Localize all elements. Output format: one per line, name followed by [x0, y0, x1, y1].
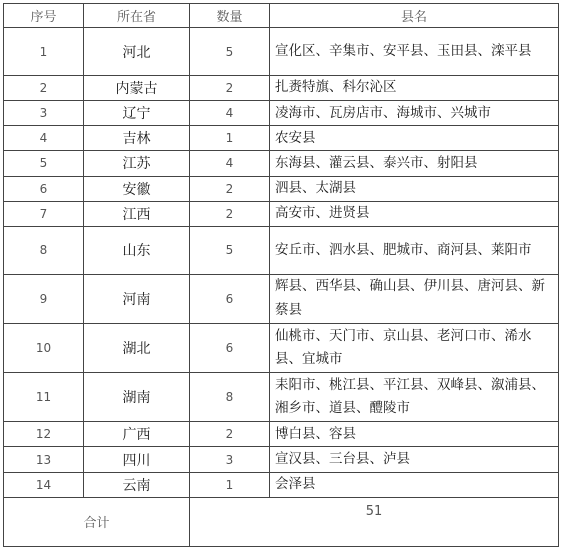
- row-no: 3: [4, 101, 84, 126]
- table-row: [4, 176, 559, 201]
- row-count: 6: [190, 274, 270, 323]
- row-no: 1: [4, 28, 84, 76]
- row-count: 1: [190, 472, 270, 497]
- row-province: 安徽: [84, 176, 190, 201]
- row-province: 江苏: [84, 151, 190, 176]
- county-list-table: [3, 3, 559, 547]
- row-count: 8: [190, 373, 270, 422]
- table-row: [4, 472, 559, 497]
- table-row: [4, 226, 559, 274]
- total-label: 合计: [4, 497, 190, 546]
- row-no: 11: [4, 373, 84, 422]
- row-no: 6: [4, 176, 84, 201]
- row-no: 9: [4, 274, 84, 323]
- row-counties: 博白县、容县: [270, 422, 559, 447]
- row-count: 6: [190, 324, 270, 373]
- row-count: 3: [190, 447, 270, 472]
- row-province: 湖南: [84, 373, 190, 422]
- row-province: 河南: [84, 274, 190, 323]
- row-province: 江西: [84, 201, 190, 226]
- row-no: 14: [4, 472, 84, 497]
- total-row: [4, 497, 559, 546]
- row-count: 1: [190, 126, 270, 151]
- row-counties: 宣化区、辛集市、安平县、玉田县、滦平县: [270, 28, 559, 76]
- row-count: 5: [190, 28, 270, 76]
- row-no: 5: [4, 151, 84, 176]
- table-row: [4, 447, 559, 472]
- row-counties: 扎赉特旗、科尔沁区: [270, 76, 559, 101]
- header-row: [4, 4, 559, 28]
- row-no: 12: [4, 422, 84, 447]
- row-province: 云南: [84, 472, 190, 497]
- row-count: 2: [190, 76, 270, 101]
- row-province: 广西: [84, 422, 190, 447]
- row-counties: 东海县、灌云县、泰兴市、射阳县: [270, 151, 559, 176]
- total-value: 51: [190, 497, 559, 546]
- row-province: 山东: [84, 226, 190, 274]
- row-no: 4: [4, 126, 84, 151]
- table-row: [4, 201, 559, 226]
- row-province: 内蒙古: [84, 76, 190, 101]
- header-count: 数量: [190, 4, 270, 28]
- row-count: 4: [190, 151, 270, 176]
- table-row: [4, 373, 559, 422]
- table-row: [4, 126, 559, 151]
- row-no: 10: [4, 324, 84, 373]
- row-counties: 凌海市、瓦房店市、海城市、兴城市: [270, 101, 559, 126]
- row-counties: 耒阳市、桃江县、平江县、双峰县、溆浦县、湘乡市、道县、醴陵市: [270, 373, 559, 422]
- row-counties: 会泽县: [270, 472, 559, 497]
- row-province: 吉林: [84, 126, 190, 151]
- header-counties: 县名: [270, 4, 559, 28]
- row-counties: 安丘市、泗水县、肥城市、商河县、莱阳市: [270, 226, 559, 274]
- row-province: 四川: [84, 447, 190, 472]
- table-row: [4, 76, 559, 101]
- table-row: [4, 101, 559, 126]
- row-province: 河北: [84, 28, 190, 76]
- header-province: 所在省: [84, 4, 190, 28]
- row-count: 4: [190, 101, 270, 126]
- table-row: [4, 422, 559, 447]
- table-row: [4, 324, 559, 373]
- row-counties: 高安市、进贤县: [270, 201, 559, 226]
- row-counties: 仙桃市、天门市、京山县、老河口市、浠水县、宜城市: [270, 324, 559, 373]
- row-province: 湖北: [84, 324, 190, 373]
- row-no: 7: [4, 201, 84, 226]
- row-count: 5: [190, 226, 270, 274]
- row-counties: 辉县、西华县、确山县、伊川县、唐河县、新蔡县: [270, 274, 559, 323]
- row-count: 2: [190, 422, 270, 447]
- table-row: [4, 151, 559, 176]
- row-counties: 泗县、太湖县: [270, 176, 559, 201]
- row-no: 2: [4, 76, 84, 101]
- table-row: [4, 274, 559, 323]
- row-count: 2: [190, 176, 270, 201]
- row-counties: 宣汉县、三台县、泸县: [270, 447, 559, 472]
- row-no: 8: [4, 226, 84, 274]
- row-province: 辽宁: [84, 101, 190, 126]
- row-count: 2: [190, 201, 270, 226]
- table-row: [4, 28, 559, 76]
- row-no: 13: [4, 447, 84, 472]
- header-no: 序号: [4, 4, 84, 28]
- row-counties: 农安县: [270, 126, 559, 151]
